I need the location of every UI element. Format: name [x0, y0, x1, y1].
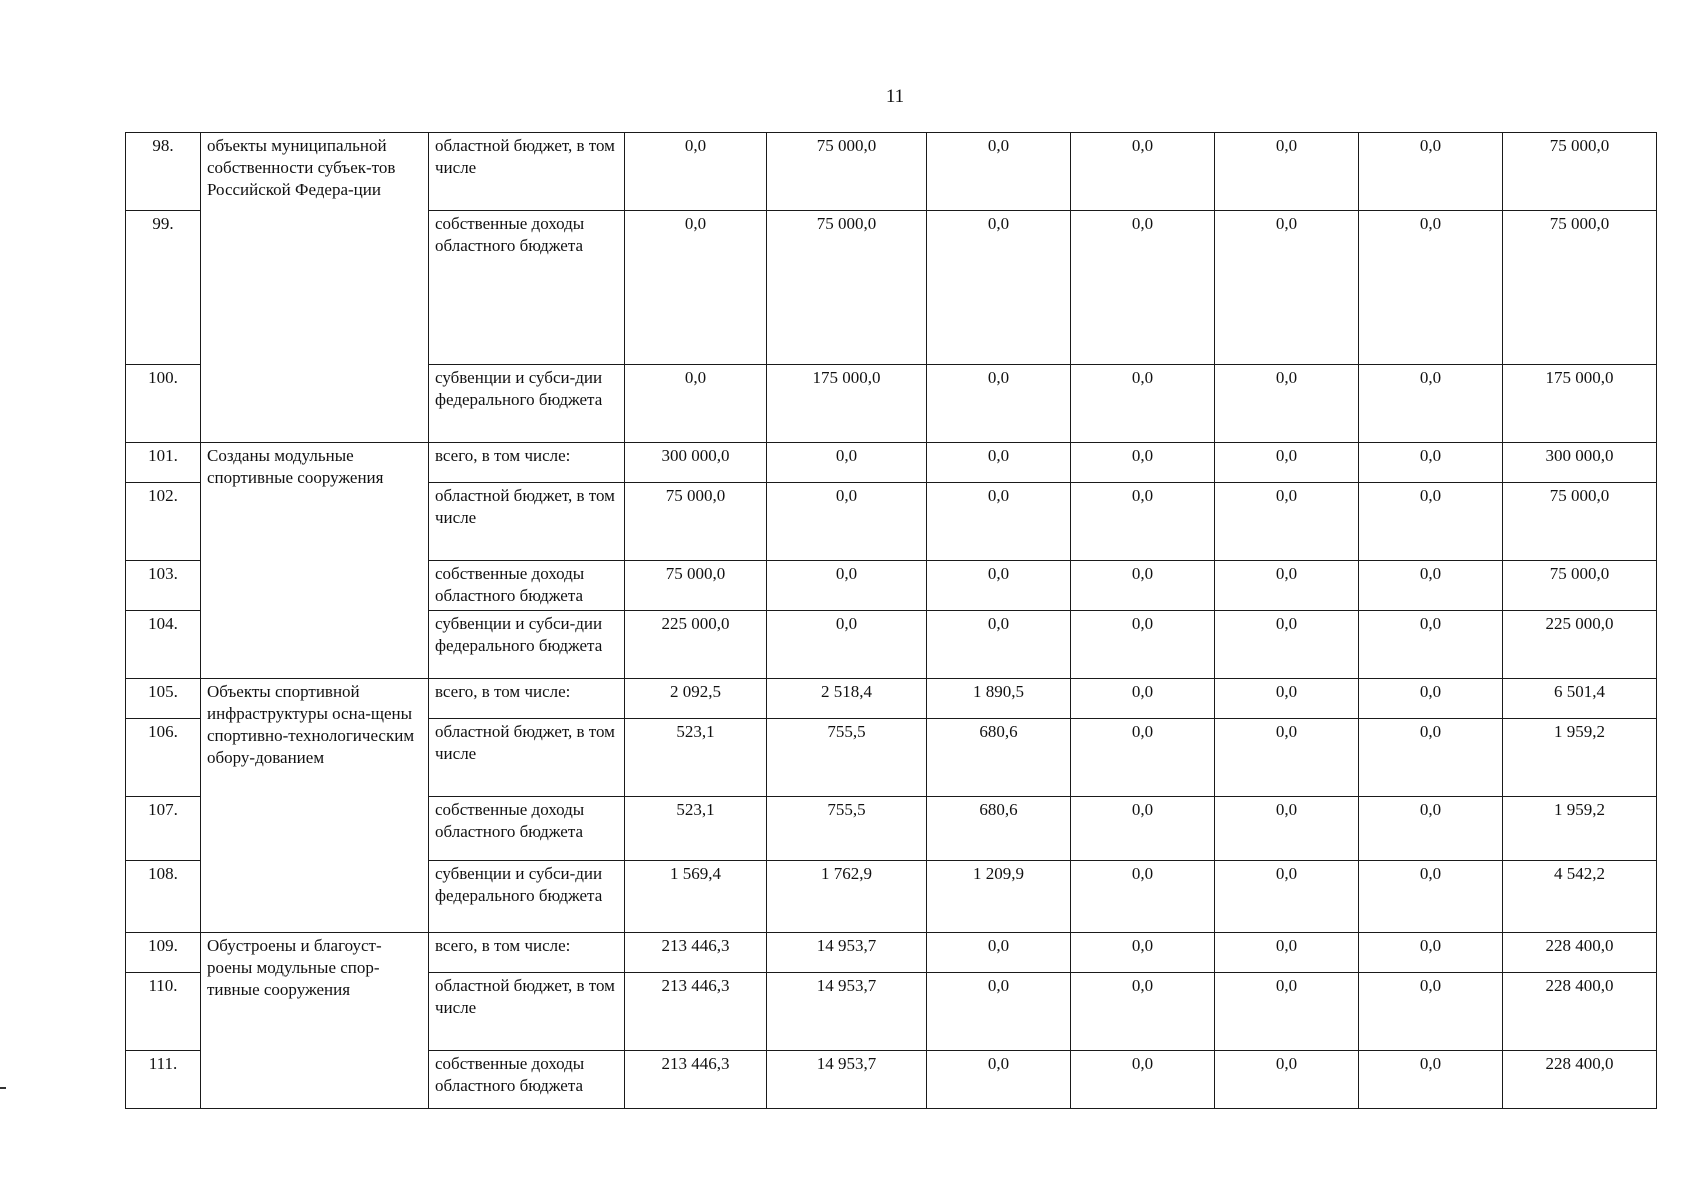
year-amount: 0,0 — [927, 1051, 1071, 1109]
year-amount: 0,0 — [1071, 211, 1215, 365]
year-amount: 523,1 — [625, 719, 767, 797]
scan-mark — [0, 1087, 6, 1089]
row-number: 101. — [126, 443, 201, 483]
year-amount: 0,0 — [1359, 973, 1503, 1051]
year-amount: 0,0 — [1071, 679, 1215, 719]
year-amount: 0,0 — [1071, 365, 1215, 443]
year-amount: 0,0 — [1215, 483, 1359, 561]
row-number: 111. — [126, 1051, 201, 1109]
year-amount: 75 000,0 — [767, 211, 927, 365]
funding-source: областной бюджет, в том числе — [429, 483, 625, 561]
row-number: 99. — [126, 211, 201, 365]
year-amount: 680,6 — [927, 719, 1071, 797]
result-description: Обустроены и благоуст-роены модульные спор-тивные сооружения — [201, 933, 429, 1109]
year-amount: 0,0 — [1071, 797, 1215, 861]
funding-source: собственные доходы областного бюджета — [429, 211, 625, 365]
year-amount: 0,0 — [1359, 211, 1503, 365]
year-amount: 0,0 — [1359, 679, 1503, 719]
funding-source: всего, в том числе: — [429, 933, 625, 973]
year-amount: 213 446,3 — [625, 933, 767, 973]
year-amount: 1 890,5 — [927, 679, 1071, 719]
year-amount: 0,0 — [1071, 1051, 1215, 1109]
year-amount: 680,6 — [927, 797, 1071, 861]
year-amount: 0,0 — [1359, 443, 1503, 483]
year-amount: 1 209,9 — [927, 861, 1071, 933]
total-amount: 300 000,0 — [1503, 443, 1657, 483]
funding-source: всего, в том числе: — [429, 443, 625, 483]
row-number: 100. — [126, 365, 201, 443]
year-amount: 1 569,4 — [625, 861, 767, 933]
row-number: 105. — [126, 679, 201, 719]
year-amount: 0,0 — [1359, 365, 1503, 443]
year-amount: 213 446,3 — [625, 973, 767, 1051]
row-number: 103. — [126, 561, 201, 611]
year-amount: 0,0 — [1071, 973, 1215, 1051]
result-description: Объекты спортивной инфраструктуры осна-щены спортивно-технологическим обору-дованием — [201, 679, 429, 933]
funding-source: субвенции и субси-дии федерального бюджета — [429, 611, 625, 679]
funding-source: субвенции и субси-дии федерального бюджета — [429, 365, 625, 443]
funding-source: собственные доходы областного бюджета — [429, 797, 625, 861]
year-amount: 0,0 — [927, 933, 1071, 973]
funding-source: собственные доходы областного бюджета — [429, 561, 625, 611]
year-amount: 75 000,0 — [625, 483, 767, 561]
year-amount: 0,0 — [1215, 611, 1359, 679]
year-amount: 755,5 — [767, 797, 927, 861]
year-amount: 2 092,5 — [625, 679, 767, 719]
year-amount: 0,0 — [927, 611, 1071, 679]
year-amount: 14 953,7 — [767, 973, 927, 1051]
year-amount: 0,0 — [927, 211, 1071, 365]
year-amount: 0,0 — [927, 365, 1071, 443]
total-amount: 1 959,2 — [1503, 719, 1657, 797]
year-amount: 0,0 — [1071, 719, 1215, 797]
row-number: 102. — [126, 483, 201, 561]
funding-source: областной бюджет, в том числе — [429, 719, 625, 797]
year-amount: 0,0 — [1215, 133, 1359, 211]
table-row — [126, 679, 1657, 719]
year-amount: 0,0 — [927, 133, 1071, 211]
year-amount: 0,0 — [1359, 611, 1503, 679]
total-amount: 4 542,2 — [1503, 861, 1657, 933]
year-amount: 0,0 — [927, 443, 1071, 483]
year-amount: 14 953,7 — [767, 933, 927, 973]
year-amount: 0,0 — [1359, 483, 1503, 561]
total-amount: 175 000,0 — [1503, 365, 1657, 443]
total-amount: 75 000,0 — [1503, 133, 1657, 211]
year-amount: 523,1 — [625, 797, 767, 861]
table-row — [126, 933, 1657, 973]
total-amount: 75 000,0 — [1503, 483, 1657, 561]
page-number: 11 — [885, 86, 905, 107]
year-amount: 0,0 — [1215, 973, 1359, 1051]
year-amount: 0,0 — [1071, 483, 1215, 561]
year-amount: 2 518,4 — [767, 679, 927, 719]
year-amount: 225 000,0 — [625, 611, 767, 679]
year-amount: 0,0 — [1215, 1051, 1359, 1109]
funding-source: областной бюджет, в том числе — [429, 973, 625, 1051]
year-amount: 0,0 — [1215, 561, 1359, 611]
year-amount: 14 953,7 — [767, 1051, 927, 1109]
year-amount: 0,0 — [1215, 211, 1359, 365]
year-amount: 0,0 — [625, 211, 767, 365]
row-number: 106. — [126, 719, 201, 797]
budget-table — [125, 132, 1657, 1109]
funding-source: областной бюджет, в том числе — [429, 133, 625, 211]
year-amount: 0,0 — [927, 973, 1071, 1051]
year-amount: 0,0 — [1359, 133, 1503, 211]
year-amount: 0,0 — [1359, 861, 1503, 933]
total-amount: 75 000,0 — [1503, 561, 1657, 611]
year-amount: 0,0 — [1359, 719, 1503, 797]
year-amount: 0,0 — [1359, 933, 1503, 973]
year-amount: 0,0 — [927, 561, 1071, 611]
year-amount: 175 000,0 — [767, 365, 927, 443]
year-amount: 0,0 — [1071, 861, 1215, 933]
year-amount: 0,0 — [767, 443, 927, 483]
funding-source: субвенции и субси-дии федерального бюджета — [429, 861, 625, 933]
year-amount: 0,0 — [767, 561, 927, 611]
year-amount: 0,0 — [625, 133, 767, 211]
year-amount: 1 762,9 — [767, 861, 927, 933]
year-amount: 0,0 — [1359, 1051, 1503, 1109]
row-number: 104. — [126, 611, 201, 679]
year-amount: 0,0 — [1215, 365, 1359, 443]
year-amount: 0,0 — [1215, 679, 1359, 719]
row-number: 107. — [126, 797, 201, 861]
year-amount: 0,0 — [625, 365, 767, 443]
row-number: 109. — [126, 933, 201, 973]
result-description: объекты муниципальной собственности субъек-тов Российской Федера-ции — [201, 133, 429, 443]
table-row — [126, 133, 1657, 211]
total-amount: 225 000,0 — [1503, 611, 1657, 679]
table-row — [126, 443, 1657, 483]
year-amount: 75 000,0 — [767, 133, 927, 211]
total-amount: 75 000,0 — [1503, 211, 1657, 365]
year-amount: 0,0 — [1071, 443, 1215, 483]
year-amount: 213 446,3 — [625, 1051, 767, 1109]
year-amount: 0,0 — [1215, 933, 1359, 973]
year-amount: 0,0 — [1215, 797, 1359, 861]
year-amount: 0,0 — [927, 483, 1071, 561]
result-description: Созданы модульные спортивные сооружения — [201, 443, 429, 679]
year-amount: 0,0 — [1071, 933, 1215, 973]
year-amount: 0,0 — [767, 483, 927, 561]
total-amount: 6 501,4 — [1503, 679, 1657, 719]
year-amount: 75 000,0 — [625, 561, 767, 611]
funding-source: всего, в том числе: — [429, 679, 625, 719]
funding-source: собственные доходы областного бюджета — [429, 1051, 625, 1109]
year-amount: 0,0 — [1071, 561, 1215, 611]
year-amount: 300 000,0 — [625, 443, 767, 483]
total-amount: 228 400,0 — [1503, 1051, 1657, 1109]
year-amount: 755,5 — [767, 719, 927, 797]
row-number: 110. — [126, 973, 201, 1051]
year-amount: 0,0 — [1071, 611, 1215, 679]
year-amount: 0,0 — [767, 611, 927, 679]
year-amount: 0,0 — [1359, 797, 1503, 861]
row-number: 108. — [126, 861, 201, 933]
year-amount: 0,0 — [1071, 133, 1215, 211]
total-amount: 228 400,0 — [1503, 973, 1657, 1051]
row-number: 98. — [126, 133, 201, 211]
year-amount: 0,0 — [1215, 443, 1359, 483]
total-amount: 228 400,0 — [1503, 933, 1657, 973]
year-amount: 0,0 — [1215, 719, 1359, 797]
total-amount: 1 959,2 — [1503, 797, 1657, 861]
year-amount: 0,0 — [1359, 561, 1503, 611]
year-amount: 0,0 — [1215, 861, 1359, 933]
